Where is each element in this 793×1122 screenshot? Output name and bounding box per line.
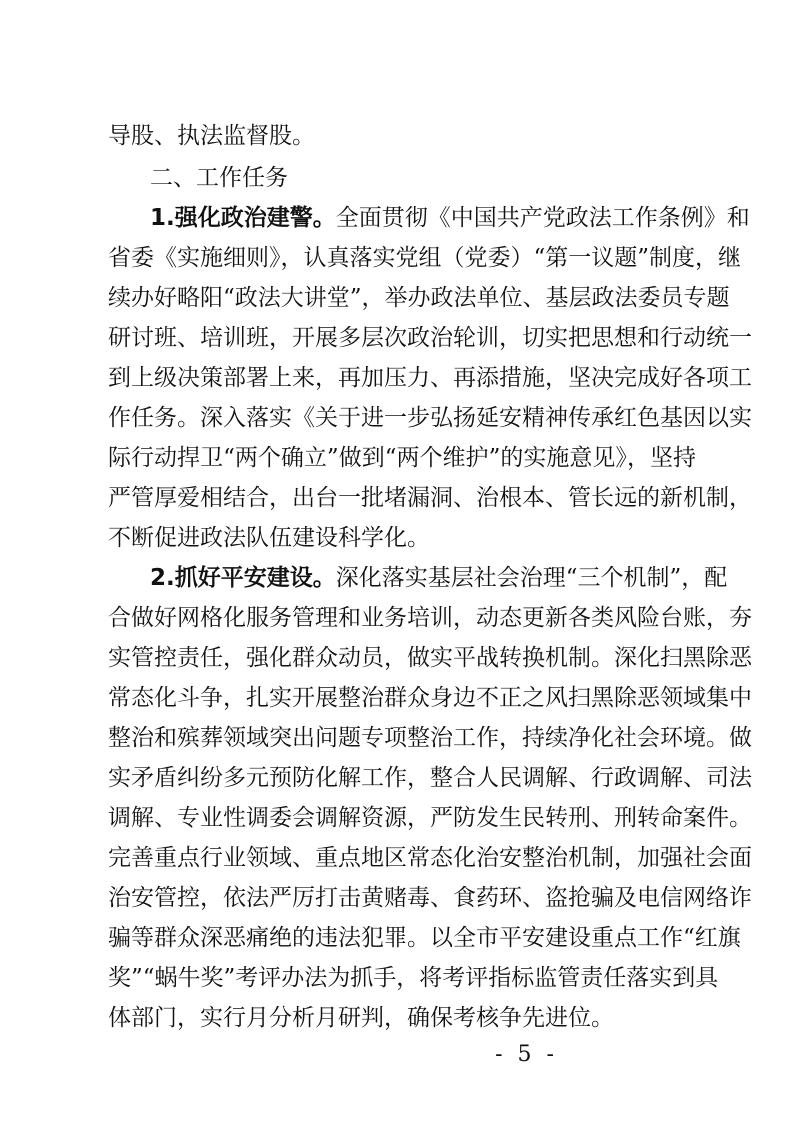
- text-line: 续办好略阳“政法大讲堂”，举办政法单位、基层政法委员专题: [108, 285, 730, 311]
- text-line: 到上级决策部署上来，再加压力、再添措施，坚决完成好各项工: [108, 365, 752, 391]
- text-line: 严管厚爱相结合，出台一批堵漏洞、治根本、管长远的新机制，: [108, 485, 752, 511]
- text-line: 合做好网格化服务管理和业务培训，动态更新各类风险台账，夯: [108, 605, 752, 631]
- text-line: 奖”“蜗牛奖”考评办法为抓手，将考评指标监管责任落实到具: [108, 965, 719, 991]
- text-line: 实管控责任，强化群众动员，做实平战转换机制。深化扫黑除恶: [108, 645, 752, 671]
- text-line: 省委《实施细则》，认真落实党组（党委）“第一议题”制度，继: [108, 245, 742, 271]
- text-line: 治安管控，依法严厉打击黄赌毒、食药环、盗抢骗及电信网络诈: [108, 885, 752, 911]
- text-line: 际行动捍卫“两个确立”做到“两个维护”的实施意见》，坚持: [108, 445, 696, 471]
- text-line: 导股、执法监督股。: [108, 123, 315, 149]
- paragraph-2-text: 深化落实基层社会治理“三个机制”，配: [335, 565, 728, 591]
- text-line: 完善重点行业领域、重点地区常态化治安整治机制，加强社会面: [108, 845, 752, 871]
- text-line: 调解、专业性调委会调解资源，严防发生民转刑、刑转命案件。: [108, 805, 752, 831]
- text-line: 体部门，实行月分析月研判，确保考核争先进位。: [108, 1005, 614, 1031]
- paragraph-1-lead: 1.强化政治建警。: [150, 205, 336, 231]
- paragraph-2-lead: 2.抓好平安建设。: [150, 565, 336, 591]
- page-number: - 5 -: [495, 1042, 558, 1067]
- text-line: 不断促进政法队伍建设科学化。: [108, 525, 430, 551]
- text-line: 整治和殡葬领域突出问题专项整治工作，持续净化社会环境。做: [108, 725, 752, 751]
- paragraph-1-text: 全面贯彻《中国共产党政法工作条例》和: [335, 205, 750, 231]
- text-line: 作任务。深入落实《关于进一步弘扬延安精神传承红色基因以实: [108, 405, 752, 431]
- paragraph-2-first-line: [150, 562, 728, 594]
- text-line: 骗等群众深恶痛绝的违法犯罪。以全市平安建设重点工作“红旗: [108, 925, 741, 951]
- paragraph-1-first-line: [150, 202, 750, 234]
- text-line: 实矛盾纠纷多元预防化解工作，整合人民调解、行政调解、司法: [108, 765, 752, 791]
- text-line: 常态化斗争，扎实开展整治群众身边不正之风扫黑除恶领域集中: [108, 685, 752, 711]
- text-line: 研讨班、培训班，开展多层次政治轮训，切实把思想和行动统一: [108, 325, 752, 351]
- section-heading: 二、工作任务: [150, 165, 288, 191]
